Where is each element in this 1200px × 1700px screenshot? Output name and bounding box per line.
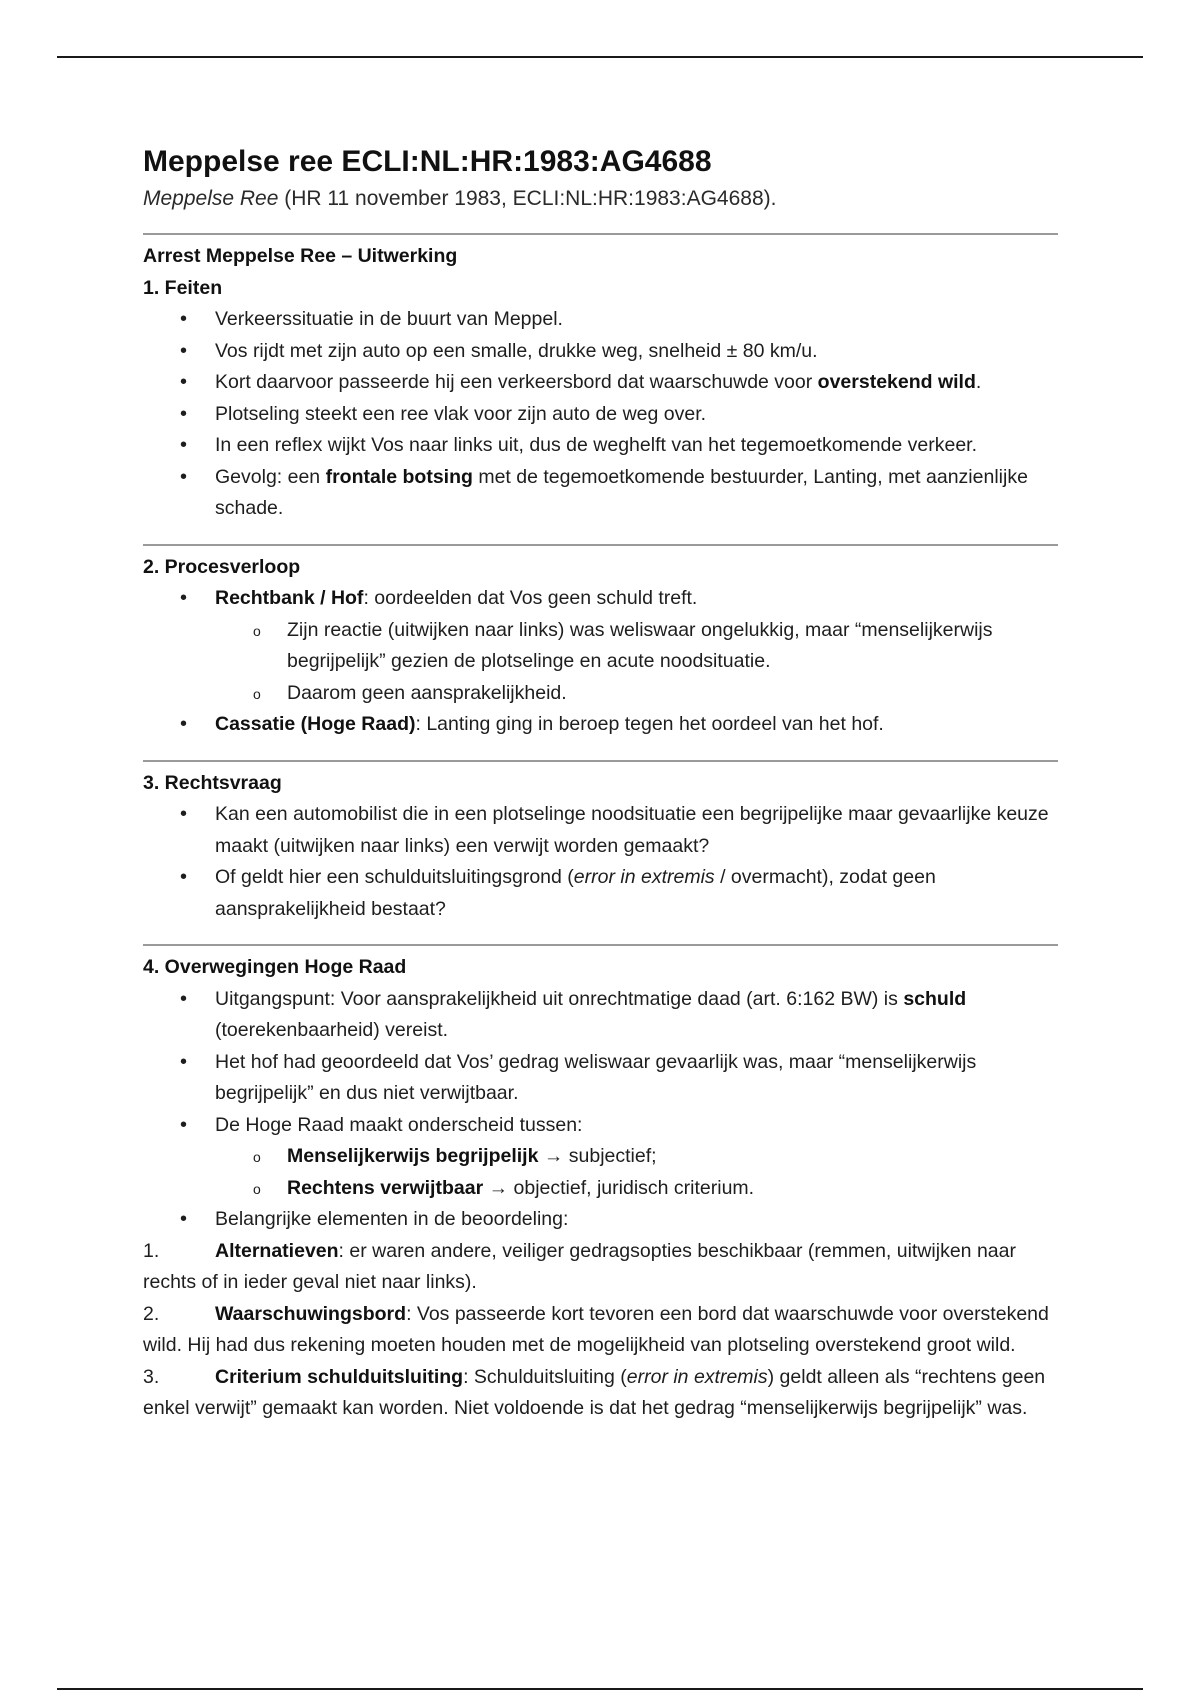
sub-list-item: o Rechtens verwijtbaar → objectief, juridisch criterium.: [287, 1173, 1058, 1205]
list-item: • Rechtbank / Hof: oordeelden dat Vos geen schuld treft. o Zijn reactie (uitwijken naar links) was weliswaar ongelukkig, maar “menselijkerwijs begrijpelijk” gezien de plotselinge en acute noodsituatie. o Daarom geen aansprakelijkheid.: [215, 583, 1058, 709]
item-number: 3.: [143, 1365, 160, 1388]
section-divider: [143, 544, 1058, 546]
list-item: • Vos rijdt met zijn auto op een smalle, drukke weg, snelheid ± 80 km/u.: [215, 336, 1058, 368]
sub-list-item: o Zijn reactie (uitwijken naar links) was weliswaar ongelukkig, maar “menselijkerwijs begrijpelijk” gezien de plotselinge en acute noodsituatie.: [287, 615, 1058, 678]
document-subtitle: Arrest Meppelse Ree – Uitwerking: [143, 245, 458, 267]
item-number: 2.: [143, 1302, 160, 1325]
list-item: • Of geldt hier een schulduitsluitingsgrond (error in extremis / overmacht), zodat geen aansprakelijkheid bestaat?: [215, 862, 1058, 925]
rechtsvraag-list: [143, 799, 1058, 925]
list-item: • Belangrijke elementen in de beoordeling:: [215, 1204, 1058, 1236]
list-item: • Uitgangspunt: Voor aansprakelijkheid uit onrechtmatige daad (art. 6:162 BW) is schuld (toerekenbaarheid) vereist.: [215, 984, 1058, 1047]
section-divider: [143, 233, 1058, 235]
list-item: • Plotseling steekt een ree vlak voor zijn auto de weg over.: [215, 399, 1058, 431]
sub-list-item: o Daarom geen aansprakelijkheid.: [287, 678, 1058, 710]
procesverloop-list: [143, 583, 1058, 741]
section-heading-feiten: 1. Feiten: [143, 276, 223, 299]
page-title: Meppelse ree ECLI:NL:HR:1983:AG4688: [143, 145, 712, 178]
list-item: • De Hoge Raad maakt onderscheid tussen: o Menselijkerwijs begrijpelijk → subjectief; o Rechtens verwijtbaar → objectief, juridisch criterium.: [215, 1110, 1058, 1205]
section-divider: [143, 944, 1058, 946]
list-item: • Verkeerssituatie in de buurt van Meppel.: [215, 304, 1058, 336]
section-heading-overwegingen: 4. Overwegingen Hoge Raad: [143, 956, 407, 978]
numbered-item: 3. Criterium schulduitsluiting: Schulduitsluiting (error in extremis) geldt alleen als “rechtens geen enkel verwijt” gemaakt kan worden. Niet voldoende is dat het gedrag “menselijkerwijs begrijpelijk” was.: [143, 1362, 1058, 1425]
list-item: • Cassatie (Hoge Raad): Lanting ging in beroep tegen het oordeel van het hof.: [215, 709, 1058, 741]
page-top-rule: [57, 56, 1143, 58]
numbered-item: 2. Waarschuwingsbord: Vos passeerde kort tevoren een bord dat waarschuwde voor overstekend wild. Hij had dus rekening moeten houden met de mogelijkheid van plotseling overstekend groot wild.: [143, 1299, 1058, 1362]
document-content: [143, 142, 1058, 1425]
section-heading-procesverloop: 2. Procesverloop: [143, 555, 301, 578]
case-name-italic: Meppelse Ree: [143, 187, 279, 210]
feiten-list: [143, 304, 1058, 525]
section-heading-rechtsvraag: 3. Rechtsvraag: [143, 771, 282, 794]
procesverloop-sublist: [215, 615, 1058, 710]
item-number: 1.: [143, 1239, 160, 1262]
list-item: • Gevolg: een frontale botsing met de tegemoetkomende bestuurder, Lanting, met aanzienlijke schade.: [215, 462, 1058, 525]
page-bottom-rule: [57, 1688, 1143, 1690]
case-citation-rest: (HR 11 november 1983, ECLI:NL:HR:1983:AG4688).: [278, 187, 777, 210]
overwegingen-sublist: [215, 1141, 1058, 1204]
list-item: • Kan een automobilist die in een plotselinge noodsituatie een begrijpelijke maar gevaarlijke keuze maakt (uitwijken naar links) een verwijt worden gemaakt?: [215, 799, 1058, 862]
list-item: • Het hof had geoordeeld dat Vos’ gedrag weliswaar gevaarlijk was, maar “menselijkerwijs begrijpelijk” en dus niet verwijtbaar.: [215, 1047, 1058, 1110]
list-item: • Kort daarvoor passeerde hij een verkeersbord dat waarschuwde voor overstekend wild.: [215, 367, 1058, 399]
sub-list-item: o Menselijkerwijs begrijpelijk → subjectief;: [287, 1141, 1058, 1173]
case-citation: [143, 184, 1058, 214]
numbered-item: 1. Alternatieven: er waren andere, veiliger gedragsopties beschikbaar (remmen, uitwijken naar rechts of in ieder geval niet naar links).: [143, 1236, 1058, 1299]
list-item: • In een reflex wijkt Vos naar links uit, dus de weghelft van het tegemoetkomende verkeer.: [215, 430, 1058, 462]
overwegingen-list: [143, 984, 1058, 1236]
section-divider: [143, 760, 1058, 762]
